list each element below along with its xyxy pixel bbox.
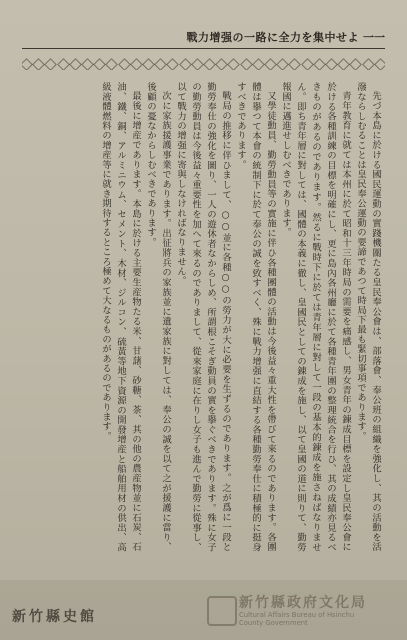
paragraph: 次に家族援護事業であります。出征將兵の家族並に遺家族に對しては、奉公の誠を以て之が援護に當り、後顧の憂なからしむべきであります。 [145, 82, 171, 552]
page-number: 一一 [363, 31, 385, 44]
seal-icon [207, 596, 237, 626]
paragraph: 青年教育に就ては本州に於て昭和十三年時局の需要を痛感し、男女青年の錬成目標を設定し皇民奉公會に於ける各種訓練の目標を明確にし、更に島內各州廳に於て各種青年團の整理統合を行ひ、其の成績亦見るべきものがあるのであります。然るに戰時下に於ては青年層に對して一段の基本的錬成を施さねばなりません。即ち青年層に對しては、國體の本義に徹し、皇國民としての錬成を施し、以て皇國の道に則りて、勤勞報國に邁進せしむべきであります。 [280, 82, 351, 552]
paragraph: 先づ本島に於ける國民運動の實踐機關たる皇民奉公會は、部落會、奉公班の組織を強化し、其の活動を活潑ならしむることは皇民奉公運動の要諦であつて時局下最も緊切事項であります。 [355, 82, 381, 552]
paragraph: 最後に增産であります。本島に於ける主要生産物たる米、甘藷、砂糖、茶、其の他の農産物並に石炭、石油、鐵、銅、アルミニウム、セメント、木材、ジルコン、硫黃等地下資源の開發增産と船舶用材の供出、高級液體燃料の增産等に就き期待するところ極めて大なるものがあるのであります。 [100, 82, 141, 552]
paragraph: 戰局の推移に伴ひまして、○○並に各種○○の勞力が大に必要を生ずるのであります。之が爲に一段と勤勞奉仕の強化を圖り、一人の遊休者なからしめ、所謂根こそぎ動員の實を擧ぐべきであります。殊に女子の勤勞動員は今後益々重要性を加へて來るのでありまして、從來家庭に在りし女子も進んで勤勞に從事し、以て戰力の增强に寄與しなければなりません。 [175, 82, 231, 552]
paragraph: 又學徒動員、勤勞動員等の實施に伴ひ各種團體の活動は今後益々重大性を帶びて來るのであります。各團體は擧つて本會の統制下に於て奉公の誠を致すべく、殊に戰力增强に直結する各種勤勞奉仕に積極的に挺身すべきであります。 [235, 82, 276, 552]
bureau-logo-subtitle [239, 611, 354, 627]
body-text [24, 82, 383, 552]
bureau-logo-right [207, 592, 397, 632]
header-title: 戰力增强の一路に全力を集中せよ [186, 31, 359, 44]
footer-watermark-band [0, 580, 407, 640]
bureau-logo-subtitle-line1: Cultural Affairs Bureau of Hsinchu [239, 611, 355, 619]
archive-logo-left: 新竹縣史館 [12, 609, 97, 625]
bureau-logo-subtitle-line2: County Government [239, 619, 308, 627]
ornament-border-top [22, 58, 385, 70]
bureau-logo-title: 新竹縣政府文化局 [239, 595, 367, 611]
running-header [22, 26, 385, 49]
